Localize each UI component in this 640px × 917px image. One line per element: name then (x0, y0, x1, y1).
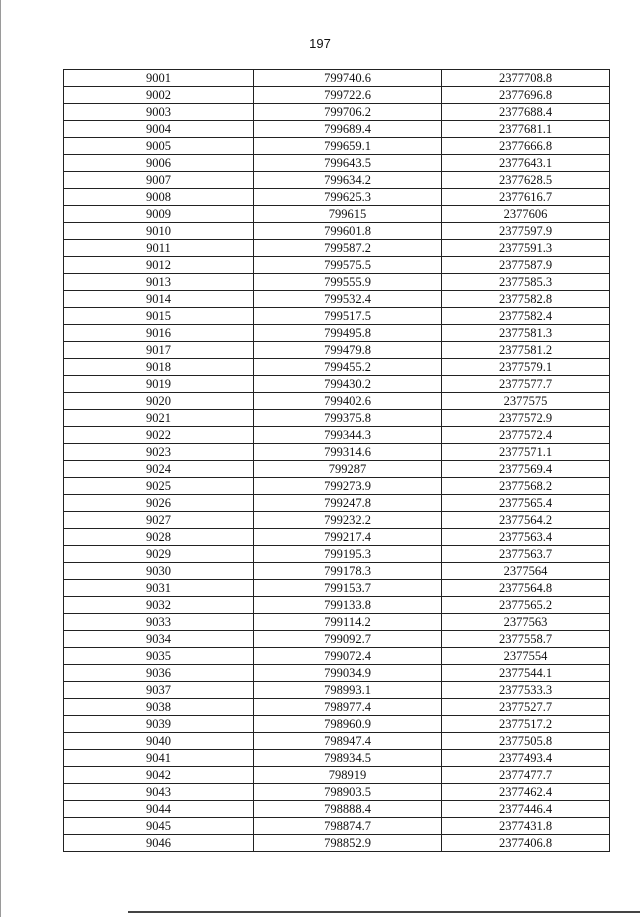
y-coordinate-cell: 2377587.9 (442, 257, 610, 274)
y-coordinate-cell: 2377681.1 (442, 121, 610, 138)
x-coordinate-cell: 799402.6 (254, 393, 442, 410)
y-coordinate-cell: 2377572.9 (442, 410, 610, 427)
point-id-cell: 9045 (64, 818, 254, 835)
y-coordinate-cell: 2377517.2 (442, 716, 610, 733)
x-coordinate-cell: 799517.5 (254, 308, 442, 325)
y-coordinate-cell: 2377565.4 (442, 495, 610, 512)
y-coordinate-cell: 2377406.8 (442, 835, 610, 852)
y-coordinate-cell: 2377564.8 (442, 580, 610, 597)
y-coordinate-cell: 2377563.7 (442, 546, 610, 563)
point-id-cell: 9037 (64, 682, 254, 699)
x-coordinate-cell: 798852.9 (254, 835, 442, 852)
table-row (64, 359, 610, 376)
x-coordinate-cell: 798977.4 (254, 699, 442, 716)
y-coordinate-cell: 2377533.3 (442, 682, 610, 699)
x-coordinate-cell: 799634.2 (254, 172, 442, 189)
table-row (64, 767, 610, 784)
table-body (64, 70, 610, 852)
y-coordinate-cell: 2377571.1 (442, 444, 610, 461)
table-row (64, 750, 610, 767)
table-row (64, 614, 610, 631)
x-coordinate-cell: 798947.4 (254, 733, 442, 750)
y-coordinate-cell: 2377696.8 (442, 87, 610, 104)
point-id-cell: 9022 (64, 427, 254, 444)
x-coordinate-cell: 799455.2 (254, 359, 442, 376)
point-id-cell: 9014 (64, 291, 254, 308)
point-id-cell: 9019 (64, 376, 254, 393)
table-row (64, 257, 610, 274)
y-coordinate-cell: 2377581.2 (442, 342, 610, 359)
y-coordinate-cell: 2377585.3 (442, 274, 610, 291)
table-row (64, 342, 610, 359)
x-coordinate-cell: 799153.7 (254, 580, 442, 597)
y-coordinate-cell: 2377446.4 (442, 801, 610, 818)
x-coordinate-cell: 799178.3 (254, 563, 442, 580)
point-id-cell: 9039 (64, 716, 254, 733)
table-row (64, 274, 610, 291)
x-coordinate-cell: 799217.4 (254, 529, 442, 546)
y-coordinate-cell: 2377431.8 (442, 818, 610, 835)
point-id-cell: 9046 (64, 835, 254, 852)
x-coordinate-cell: 799495.8 (254, 325, 442, 342)
table-row (64, 818, 610, 835)
point-id-cell: 9027 (64, 512, 254, 529)
x-coordinate-cell: 799195.3 (254, 546, 442, 563)
y-coordinate-cell: 2377527.7 (442, 699, 610, 716)
y-coordinate-cell: 2377591.3 (442, 240, 610, 257)
x-coordinate-cell: 799114.2 (254, 614, 442, 631)
table-row (64, 70, 610, 87)
y-coordinate-cell: 2377708.8 (442, 70, 610, 87)
table-row (64, 376, 610, 393)
point-id-cell: 9010 (64, 223, 254, 240)
point-id-cell: 9043 (64, 784, 254, 801)
point-id-cell: 9041 (64, 750, 254, 767)
point-id-cell: 9033 (64, 614, 254, 631)
table-row (64, 308, 610, 325)
point-id-cell: 9031 (64, 580, 254, 597)
y-coordinate-cell: 2377577.7 (442, 376, 610, 393)
x-coordinate-cell: 799247.8 (254, 495, 442, 512)
coordinates-table (63, 69, 610, 852)
y-coordinate-cell: 2377688.4 (442, 104, 610, 121)
point-id-cell: 9042 (64, 767, 254, 784)
y-coordinate-cell: 2377477.7 (442, 767, 610, 784)
x-coordinate-cell: 799375.8 (254, 410, 442, 427)
x-coordinate-cell: 798934.5 (254, 750, 442, 767)
point-id-cell: 9030 (64, 563, 254, 580)
x-coordinate-cell: 799092.7 (254, 631, 442, 648)
x-coordinate-cell: 799430.2 (254, 376, 442, 393)
point-id-cell: 9036 (64, 665, 254, 682)
y-coordinate-cell: 2377564.2 (442, 512, 610, 529)
point-id-cell: 9028 (64, 529, 254, 546)
point-id-cell: 9044 (64, 801, 254, 818)
x-coordinate-cell: 799532.4 (254, 291, 442, 308)
x-coordinate-cell: 798888.4 (254, 801, 442, 818)
y-coordinate-cell: 2377564 (442, 563, 610, 580)
table-row (64, 512, 610, 529)
table-row (64, 410, 610, 427)
x-coordinate-cell: 799232.2 (254, 512, 442, 529)
bottom-rule (128, 911, 640, 913)
point-id-cell: 9015 (64, 308, 254, 325)
x-coordinate-cell: 798919 (254, 767, 442, 784)
point-id-cell: 9018 (64, 359, 254, 376)
table-row (64, 121, 610, 138)
x-coordinate-cell: 799555.9 (254, 274, 442, 291)
y-coordinate-cell: 2377575 (442, 393, 610, 410)
point-id-cell: 9006 (64, 155, 254, 172)
point-id-cell: 9008 (64, 189, 254, 206)
point-id-cell: 9013 (64, 274, 254, 291)
y-coordinate-cell: 2377565.2 (442, 597, 610, 614)
point-id-cell: 9017 (64, 342, 254, 359)
y-coordinate-cell: 2377582.4 (442, 308, 610, 325)
x-coordinate-cell: 799287 (254, 461, 442, 478)
scan-left-edge (0, 0, 1, 917)
table-row (64, 529, 610, 546)
x-coordinate-cell: 799722.6 (254, 87, 442, 104)
x-coordinate-cell: 799740.6 (254, 70, 442, 87)
table-row (64, 648, 610, 665)
point-id-cell: 9016 (64, 325, 254, 342)
x-coordinate-cell: 799479.8 (254, 342, 442, 359)
point-id-cell: 9026 (64, 495, 254, 512)
table-row (64, 189, 610, 206)
point-id-cell: 9004 (64, 121, 254, 138)
point-id-cell: 9011 (64, 240, 254, 257)
point-id-cell: 9035 (64, 648, 254, 665)
y-coordinate-cell: 2377579.1 (442, 359, 610, 376)
x-coordinate-cell: 799689.4 (254, 121, 442, 138)
table-row (64, 631, 610, 648)
y-coordinate-cell: 2377558.7 (442, 631, 610, 648)
x-coordinate-cell: 799344.3 (254, 427, 442, 444)
x-coordinate-cell: 798874.7 (254, 818, 442, 835)
x-coordinate-cell: 799133.8 (254, 597, 442, 614)
y-coordinate-cell: 2377493.4 (442, 750, 610, 767)
x-coordinate-cell: 799625.3 (254, 189, 442, 206)
y-coordinate-cell: 2377581.3 (442, 325, 610, 342)
x-coordinate-cell: 799314.6 (254, 444, 442, 461)
x-coordinate-cell: 798903.5 (254, 784, 442, 801)
table-row (64, 801, 610, 818)
table-row (64, 597, 610, 614)
point-id-cell: 9005 (64, 138, 254, 155)
x-coordinate-cell: 798960.9 (254, 716, 442, 733)
y-coordinate-cell: 2377568.2 (442, 478, 610, 495)
table-row (64, 427, 610, 444)
y-coordinate-cell: 2377462.4 (442, 784, 610, 801)
point-id-cell: 9040 (64, 733, 254, 750)
table-row (64, 665, 610, 682)
y-coordinate-cell: 2377643.1 (442, 155, 610, 172)
y-coordinate-cell: 2377616.7 (442, 189, 610, 206)
x-coordinate-cell: 799615 (254, 206, 442, 223)
point-id-cell: 9012 (64, 257, 254, 274)
table-row (64, 563, 610, 580)
table-row (64, 835, 610, 852)
table-row (64, 682, 610, 699)
point-id-cell: 9023 (64, 444, 254, 461)
table-row (64, 716, 610, 733)
table-row (64, 478, 610, 495)
table-row (64, 444, 610, 461)
y-coordinate-cell: 2377563 (442, 614, 610, 631)
x-coordinate-cell: 799659.1 (254, 138, 442, 155)
table-row (64, 240, 610, 257)
point-id-cell: 9034 (64, 631, 254, 648)
table-row (64, 172, 610, 189)
table-row (64, 393, 610, 410)
table-row (64, 580, 610, 597)
x-coordinate-cell: 799034.9 (254, 665, 442, 682)
table-row (64, 461, 610, 478)
point-id-cell: 9025 (64, 478, 254, 495)
y-coordinate-cell: 2377544.1 (442, 665, 610, 682)
y-coordinate-cell: 2377563.4 (442, 529, 610, 546)
table-row (64, 495, 610, 512)
y-coordinate-cell: 2377569.4 (442, 461, 610, 478)
x-coordinate-cell: 799587.2 (254, 240, 442, 257)
y-coordinate-cell: 2377554 (442, 648, 610, 665)
y-coordinate-cell: 2377597.9 (442, 223, 610, 240)
y-coordinate-cell: 2377582.8 (442, 291, 610, 308)
point-id-cell: 9002 (64, 87, 254, 104)
table-row (64, 104, 610, 121)
table-row (64, 546, 610, 563)
x-coordinate-cell: 799273.9 (254, 478, 442, 495)
x-coordinate-cell: 799575.5 (254, 257, 442, 274)
y-coordinate-cell: 2377505.8 (442, 733, 610, 750)
table-row (64, 87, 610, 104)
point-id-cell: 9020 (64, 393, 254, 410)
table-row (64, 138, 610, 155)
table-row (64, 733, 610, 750)
y-coordinate-cell: 2377572.4 (442, 427, 610, 444)
page-number: 197 (309, 36, 331, 51)
point-id-cell: 9038 (64, 699, 254, 716)
x-coordinate-cell: 799601.8 (254, 223, 442, 240)
table-row (64, 223, 610, 240)
table-row (64, 784, 610, 801)
table-row (64, 325, 610, 342)
x-coordinate-cell: 799643.5 (254, 155, 442, 172)
point-id-cell: 9032 (64, 597, 254, 614)
table-row (64, 291, 610, 308)
point-id-cell: 9009 (64, 206, 254, 223)
y-coordinate-cell: 2377666.8 (442, 138, 610, 155)
x-coordinate-cell: 798993.1 (254, 682, 442, 699)
x-coordinate-cell: 799706.2 (254, 104, 442, 121)
point-id-cell: 9021 (64, 410, 254, 427)
table-row (64, 206, 610, 223)
point-id-cell: 9029 (64, 546, 254, 563)
table-row (64, 155, 610, 172)
point-id-cell: 9001 (64, 70, 254, 87)
point-id-cell: 9003 (64, 104, 254, 121)
point-id-cell: 9007 (64, 172, 254, 189)
x-coordinate-cell: 799072.4 (254, 648, 442, 665)
point-id-cell: 9024 (64, 461, 254, 478)
table-row (64, 699, 610, 716)
y-coordinate-cell: 2377628.5 (442, 172, 610, 189)
y-coordinate-cell: 2377606 (442, 206, 610, 223)
